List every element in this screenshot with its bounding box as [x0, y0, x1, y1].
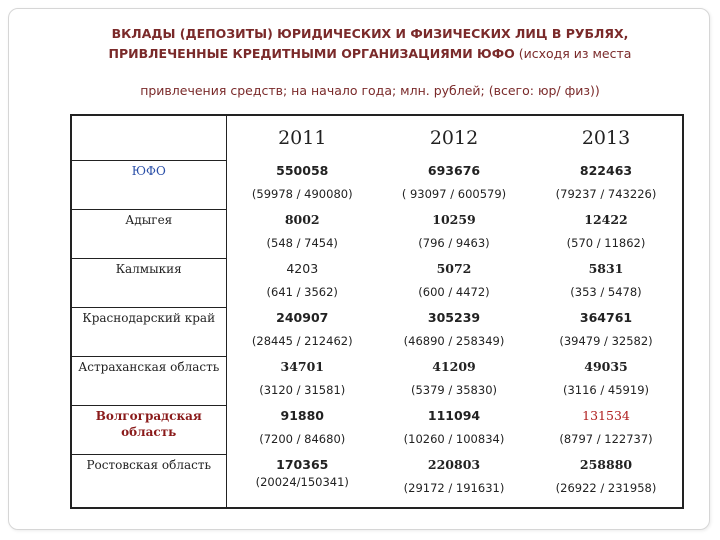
table-cell [378, 259, 530, 308]
value-total-highlight: 131534 [582, 407, 630, 423]
value-total: 49035 [584, 358, 628, 374]
value-total: 220803 [427, 456, 481, 472]
table-row [71, 455, 683, 509]
value-total: 550058 [276, 162, 329, 178]
value-detail: (548 / 7454) [266, 235, 338, 250]
table-cell [226, 210, 378, 259]
slide-title [60, 24, 680, 64]
table-cell [530, 308, 683, 357]
table-cell [530, 210, 683, 259]
table-row [71, 161, 683, 210]
value-detail: (570 / 11862) [566, 235, 646, 250]
table-cell [226, 161, 378, 210]
table-cell [530, 406, 683, 455]
value-total: 693676 [427, 162, 481, 178]
table-row [71, 406, 683, 455]
value-detail: (39479 / 32582) [559, 333, 653, 348]
value-detail: (59978 / 490080) [251, 186, 353, 201]
table-corner-cell [71, 115, 226, 161]
table-row [71, 357, 683, 406]
value-detail: (8797 / 122737) [559, 431, 653, 446]
table-cell [378, 357, 530, 406]
region-name-volgograd: Волгоградская область [71, 406, 226, 455]
table-cell [378, 455, 530, 509]
year-2011: 2011 [278, 127, 327, 150]
region-name: Астраханская область [71, 357, 226, 406]
region-name: Калмыкия [71, 259, 226, 308]
value-detail: (10260 / 100834) [403, 431, 505, 446]
value-detail: (3120 / 31581) [259, 382, 346, 397]
value-total: 12422 [584, 211, 628, 227]
value-total: 10259 [432, 211, 476, 227]
year-header [378, 115, 530, 161]
region-name: Ростовская область [71, 455, 226, 509]
value-detail: (29172 / 191631) [403, 480, 505, 495]
value-detail: (79237 / 743226) [555, 186, 657, 201]
title-line-2-normal: (исходя из места [514, 46, 632, 61]
year-header [226, 115, 378, 161]
value-detail: (26922 / 231958) [555, 480, 657, 495]
table-cell [378, 406, 530, 455]
table-cell [378, 308, 530, 357]
table-row [71, 210, 683, 259]
value-detail: (46890 / 258349) [403, 333, 505, 348]
value-detail: (641 / 3562) [266, 284, 338, 299]
table-cell [378, 210, 530, 259]
value-detail: (353 / 5478) [570, 284, 642, 299]
value-detail: (5379 / 35830) [410, 382, 497, 397]
value-total: 170365 [276, 456, 329, 472]
table-cell [530, 259, 683, 308]
value-total: 111094 [427, 407, 481, 423]
table-row [71, 259, 683, 308]
value-total: 5831 [588, 260, 624, 276]
region-name-yufo: ЮФО [71, 161, 226, 210]
value-total: 4203 [286, 260, 319, 276]
title-line-2-bold: ПРИВЛЕЧЕННЫЕ КРЕДИТНЫМИ ОРГАНИЗАЦИЯМИ ЮФО [108, 46, 515, 61]
value-detail: (20024/150341) [255, 474, 349, 489]
region-name: Краснодарский край [71, 308, 226, 357]
year-header [530, 115, 683, 161]
value-total: 34701 [280, 358, 324, 374]
table-cell [378, 161, 530, 210]
value-total: 5072 [436, 260, 472, 276]
table-row [71, 308, 683, 357]
table-cell [530, 161, 683, 210]
deposits-table [70, 114, 684, 509]
table-cell [226, 308, 378, 357]
table-cell [530, 357, 683, 406]
value-total: 822463 [579, 162, 633, 178]
region-name: Адыгея [71, 210, 226, 259]
value-detail: (7200 / 84680) [259, 431, 346, 446]
table-header-row [71, 115, 683, 161]
table-cell [226, 406, 378, 455]
year-2012: 2012 [429, 127, 479, 150]
title-subtitle: привлечения средств; на начало года; млн. рублей; (всего: юр/ физ)) [140, 83, 600, 98]
value-total: 91880 [280, 407, 324, 423]
table-cell [226, 259, 378, 308]
value-total: 364761 [579, 309, 633, 325]
table-cell [530, 455, 683, 509]
value-total: 240907 [276, 309, 329, 325]
value-total: 258880 [579, 456, 633, 472]
value-detail: ( 93097 / 600579) [401, 186, 507, 201]
value-total: 8002 [284, 211, 320, 227]
table-cell [226, 455, 378, 509]
table-cell [226, 357, 378, 406]
value-detail: (600 / 4472) [418, 284, 490, 299]
title-line-2 [60, 44, 680, 64]
value-detail: (28445 / 212462) [251, 333, 353, 348]
value-total: 305239 [427, 309, 481, 325]
value-detail: (796 / 9463) [418, 235, 490, 250]
title-line-1: ВКЛАДЫ (ДЕПОЗИТЫ) ЮРИДИЧЕСКИХ И ФИЗИЧЕСКИХ ЛИЦ В РУБЛЯХ, [111, 26, 629, 41]
value-total: 41209 [432, 358, 476, 374]
year-2013: 2013 [581, 127, 631, 150]
value-detail: (3116 / 45919) [562, 382, 649, 397]
